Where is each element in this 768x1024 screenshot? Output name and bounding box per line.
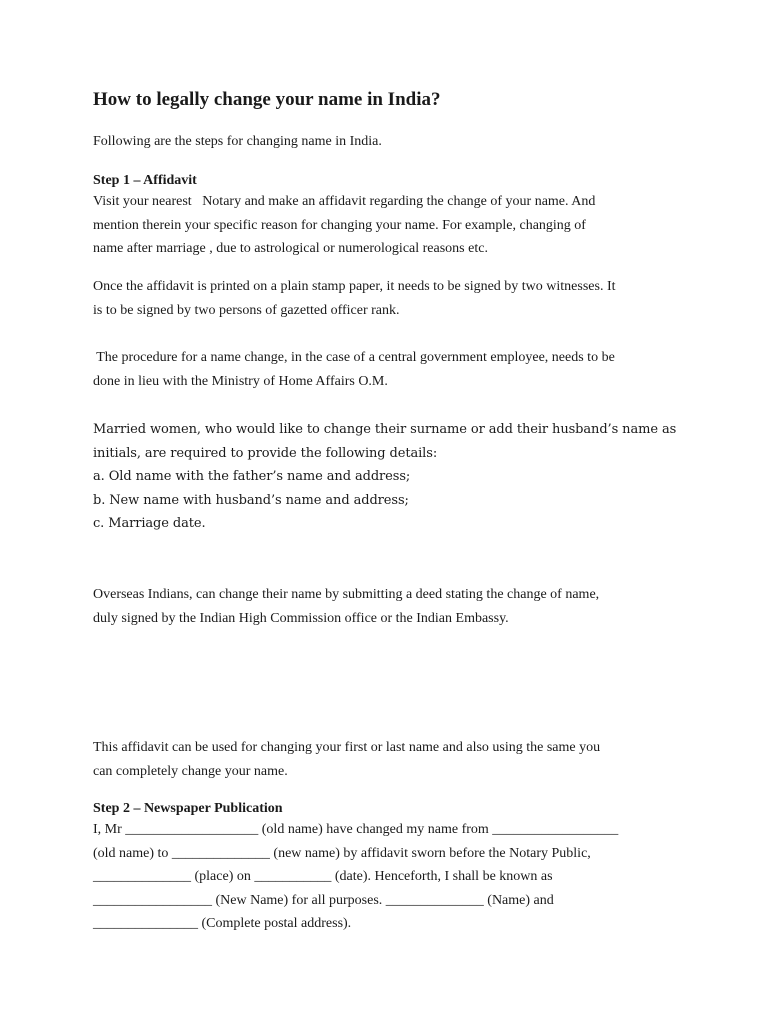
text-line: mention therein your specific reason for changing your name. For example, changing of — [93, 217, 586, 233]
step1-paragraph-4 — [93, 418, 693, 536]
text-line: ______________ (place) on ___________ (date). Henceforth, I shall be known as — [93, 869, 553, 884]
text-line: I, Mr ___________________ (old name) have changed my name from __________________ — [93, 822, 619, 837]
page-title: How to legally change your name in India? — [93, 89, 441, 110]
text-line: duly signed by the Indian High Commission office or the Indian Embassy. — [93, 610, 509, 626]
list-item: a. Old name with the father’s name and address; — [93, 469, 411, 484]
text-line: Overseas Indians, can change their name by submitting a deed stating the change of name, — [93, 587, 600, 602]
text-line: is to be signed by two persons of gazetted officer rank. — [93, 302, 400, 318]
intro-paragraph: Following are the steps for changing name in India. — [93, 134, 382, 149]
text-line: Once the affidavit is printed on a plain stamp paper, it needs to be signed by two witnesses. It — [93, 279, 616, 294]
list-item: b. New name with husband’s name and address; — [93, 492, 409, 508]
text-line: name after marriage , due to astrological or numerological reasons etc. — [93, 241, 488, 256]
step1-paragraph-6 — [93, 736, 693, 783]
step1-paragraph-2 — [93, 275, 693, 322]
text-line: Married women, who would like to change their surname or add their husband’s name as — [93, 422, 677, 437]
step1-paragraph-3 — [93, 346, 693, 393]
step1-paragraph-5 — [93, 583, 693, 630]
text-line: can completely change your name. — [93, 763, 288, 779]
step1-paragraph-1 — [93, 190, 693, 261]
text-line: _________________ (New Name) for all purposes. ______________ (Name) and — [93, 892, 554, 908]
text-line: (old name) to ______________ (new name) by affidavit sworn before the Notary Public, — [93, 845, 591, 861]
step1-heading: Step 1 – Affidavit — [93, 173, 197, 188]
text-line: initials, are required to provide the following details: — [93, 445, 438, 461]
text-line: done in lieu with the Ministry of Home Affairs O.M. — [93, 373, 388, 389]
text-line: This affidavit can be used for changing your first or last name and also using the same you — [93, 740, 601, 755]
list-item: c. Marriage date. — [93, 516, 206, 531]
text-line: The procedure for a name change, in the case of a central government employee, needs to be — [93, 350, 615, 365]
step2-heading: Step 2 – Newspaper Publication — [93, 801, 283, 816]
text-line: _______________ (Complete postal address). — [93, 916, 352, 931]
text-line: Visit your nearest Notary and make an affidavit regarding the change of your name. And — [93, 194, 596, 209]
step2-paragraph — [93, 818, 693, 936]
